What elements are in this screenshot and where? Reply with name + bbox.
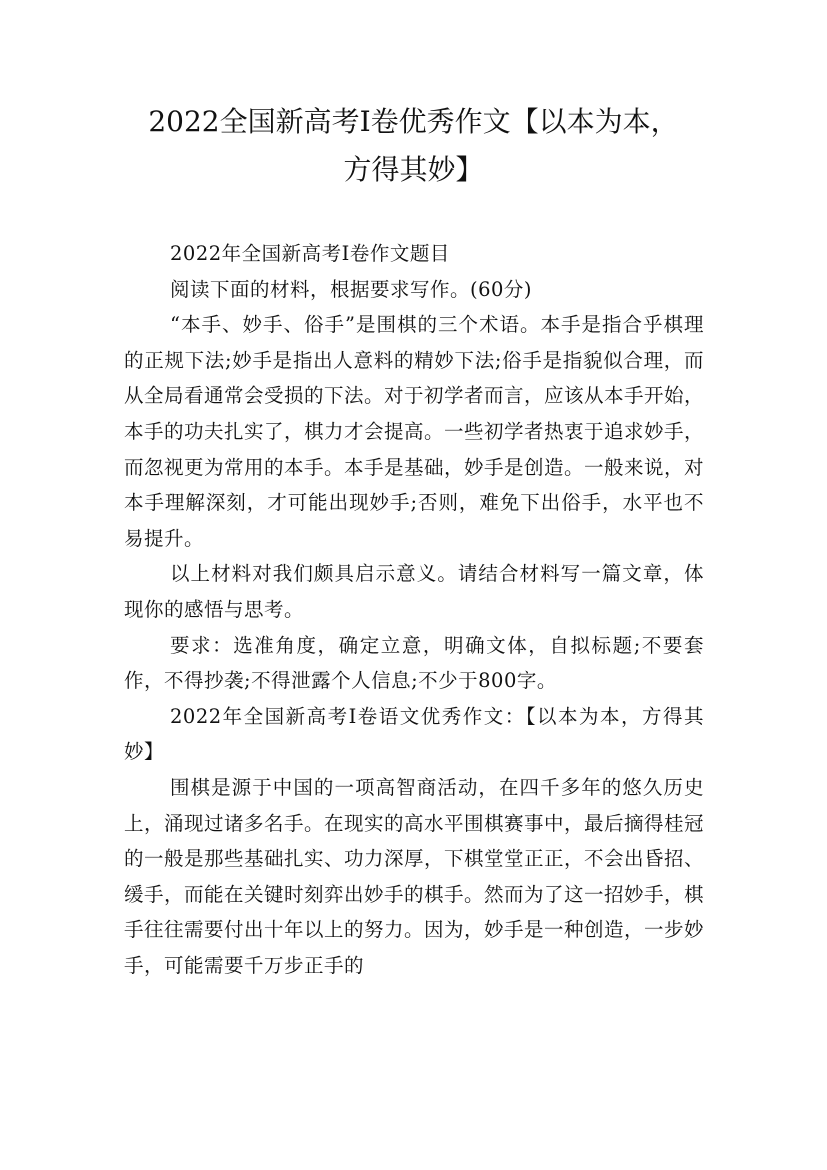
prompt-task: 以上材料对我们颇具启示意义。请结合材料写一篇文章，体现你的感悟与思考。 <box>124 562 704 621</box>
prompt-requirements: 要求：选准角度，确定立意，明确文体，自拟标题;不要套作，不得抄袭;不得泄露个人信息;不少于800字。 <box>124 633 704 693</box>
title-line-1: 2022全国新高考Ⅰ卷优秀作文【以本为本， <box>148 105 679 138</box>
title-line-2: 方得其妙】 <box>343 153 484 186</box>
prompt-material: “本手、妙手、俗手”是围棋的三个术语。本手是指合乎棋理的正规下法;妙手是指出人意料的精妙下法;俗手是指貌似合理，而从全局看通常会受损的下法。对于初学者而言，应该从本手开始，本手的功夫扎实了，棋力才会提高。一些初学者热衷于追求妙手，而忽视更为常用的本手。本手是基础，妙手是创造。一般来说，对本手理解深刻，才可能出现妙手;否则，难免下出俗手，水平也不易提升。 <box>124 313 705 550</box>
essay-heading: 2022年全国新高考Ⅰ卷语文优秀作文：【以本为本，方得其妙】 <box>124 704 704 764</box>
essay-paragraph: 围棋是源于中国的一项高智商活动，在四千多年的悠久历史上，涌现过诸多名手。在现实的高水平围棋赛事中，最后摘得桂冠的一般是那些基础扎实、功力深厚，下棋堂堂正正，不会出昏招、缓手，而能在关键时刻弈出妙手的棋手。然而为了这一招妙手，棋手往往需要付出十年以上的努力。因为，妙手是一种创造，一步妙手，可能需要千万步正手的 <box>124 775 705 977</box>
prompt-heading: 2022年全国新高考Ⅰ卷作文题目 <box>170 242 450 265</box>
document-body <box>124 236 704 983</box>
prompt-instruction: 阅读下面的材料，根据要求写作。(60分) <box>170 277 533 301</box>
document-title <box>100 98 727 194</box>
